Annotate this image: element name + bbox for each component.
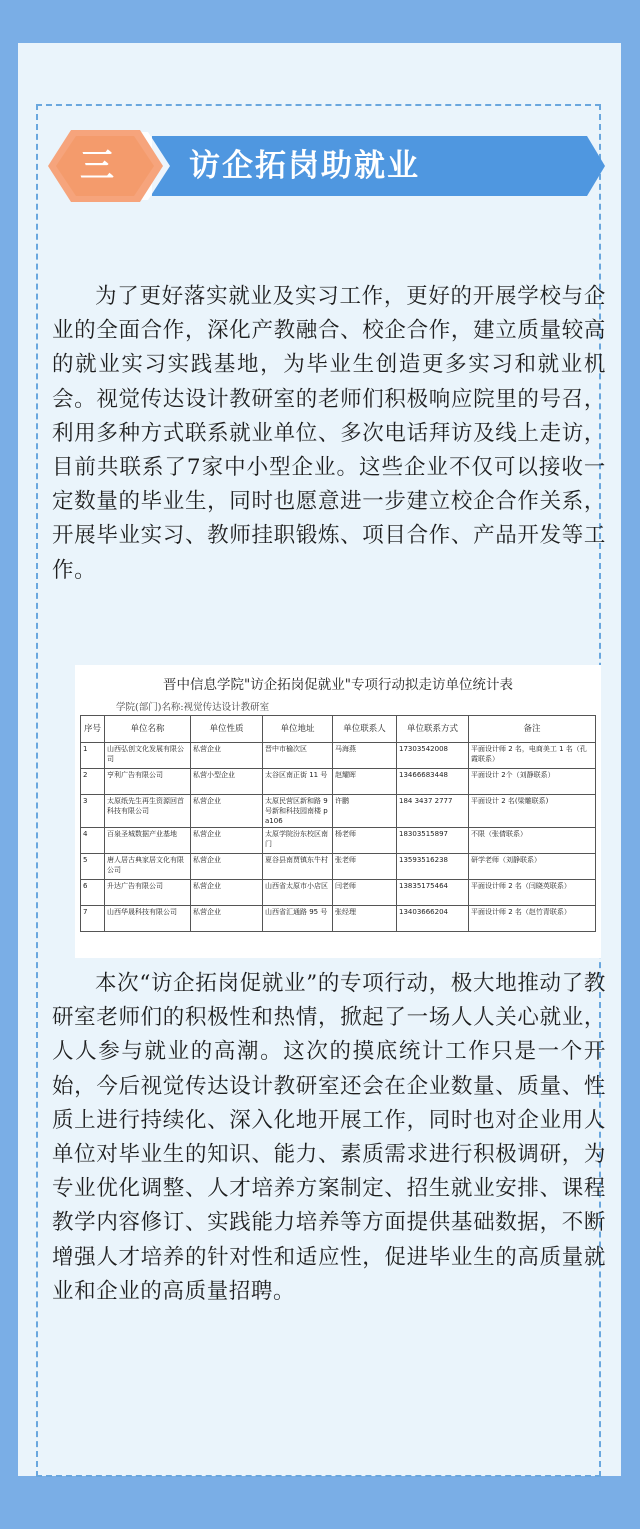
cell: 平面设计师 2 名（闫晓英联系） [469, 880, 596, 906]
section-banner [34, 126, 606, 206]
table-title: 晋中信息学院"访企拓岗促就业"专项行动拟走访单位统计表 [163, 677, 513, 693]
cell: 6 [81, 880, 105, 906]
header-cell: 单位性质 [191, 716, 263, 743]
table-row [81, 880, 596, 906]
section-number: 三 [80, 146, 114, 186]
cell: 13835175464 [397, 880, 469, 906]
cell: 平面设计 2 名(梁雕联系) [469, 795, 596, 828]
cell: 太原学院汾东校区南门 [263, 828, 333, 854]
cell: 17303542008 [397, 743, 469, 769]
cell: 许鹏 [333, 795, 397, 828]
cell: 184 3437 2777 [397, 795, 469, 828]
closing-paragraph: 本次“访企拓岗促就业”的专项行动，极大地推动了教研室老师们的积极性和热情，掀起了一场人人关心就业，人人参与就业的高潮。这次的摸底统计工作只是一个开始，今后视觉传达设计教研室还会在企业数量、质量、性质上进行持续化、深入化地开展工作，同时也对企业用人单位对毕业生的知识、能力、素质需求进行积极调研，为专业优化调整、人才培养方案制定、招生就业安排、课程教学内容修订、实践能力培养等方面提供基础数据，不断增强人才培养的针对性和适应性，促进毕业生的高质量就业和企业的高质量招聘。 [52, 971, 606, 1304]
cell: 山西弘创文化发展有限公司 [105, 743, 191, 769]
cell: 私营小型企业 [191, 769, 263, 795]
cell: 私营企业 [191, 743, 263, 769]
table-row [81, 906, 596, 932]
cell: 研学老师（刘静联系） [469, 854, 596, 880]
cell: 夏谷县南贾镇东牛村 [263, 854, 333, 880]
cell: 13403666204 [397, 906, 469, 932]
cell: 太原民营区新和路 9 号新和科技园南楼 pa106 [263, 795, 333, 828]
header-cell: 单位联系人 [333, 716, 397, 743]
cell: 升达广告有限公司 [105, 880, 191, 906]
cell: 平面设计师 2 名，电商美工 1 名（孔霞联系） [469, 743, 596, 769]
cell: 山西华晟科技有限公司 [105, 906, 191, 932]
header-cell: 备注 [469, 716, 596, 743]
cell: 平面设计 2个（刘静联系） [469, 769, 596, 795]
cell: 4 [81, 828, 105, 854]
cell: 亨利广告有限公司 [105, 769, 191, 795]
cell: 唐人居古典家居文化有限公司 [105, 854, 191, 880]
cell: 3 [81, 795, 105, 828]
cell: 山西省汇通路 95 号 [263, 906, 333, 932]
table-header-row [81, 716, 596, 743]
cell: 18303515897 [397, 828, 469, 854]
visit-units-table [80, 715, 596, 932]
cell: 7 [81, 906, 105, 932]
table-row [81, 854, 596, 880]
header-cell: 单位地址 [263, 716, 333, 743]
cell: 山西省太原市小店区 [263, 880, 333, 906]
cell: 私营企业 [191, 880, 263, 906]
cell: 太原纸先生再生资源回首科技有限公司 [105, 795, 191, 828]
cell: 不限（张倩联系） [469, 828, 596, 854]
cell: 太谷区南正街 11 号 [263, 769, 333, 795]
table-subtitle: 学院(部门)名称:视觉传达设计教研室 [116, 702, 270, 713]
table-row [81, 828, 596, 854]
cell: 张经理 [333, 906, 397, 932]
statistics-table-figure [75, 665, 601, 958]
section-title: 访企拓岗助就业 [189, 148, 420, 184]
header-cell: 序号 [81, 716, 105, 743]
intro-paragraph: 为了更好落实就业及实习工作，更好的开展学校与企业的全面合作，深化产教融合、校企合作，建立质量较高的就业实习实践基地，为毕业生创造更多实习和就业机会。视觉传达设计教研室的老师们积极响应院里的号召，利用多种方式联系就业单位、多次电话拜访及线上走访，目前共联系了7家中小型企业。这些企业不仅可以接收一定数量的毕业生，同时也愿意进一步建立校企合作关系，开展毕业实习、教师挂职锻炼、项目合作、产品开发等工作。 [52, 284, 606, 583]
cell: 马海燕 [333, 743, 397, 769]
cell: 百泉圣城数据产业基地 [105, 828, 191, 854]
cell: 赵耀晖 [333, 769, 397, 795]
cell: 张老师 [333, 854, 397, 880]
cell: 杨老师 [333, 828, 397, 854]
cell: 平面设计师 2 名（赵竹青联系） [469, 906, 596, 932]
table-row [81, 795, 596, 828]
header-cell: 单位名称 [105, 716, 191, 743]
cell: 13466683448 [397, 769, 469, 795]
cell: 私营企业 [191, 795, 263, 828]
cell: 私营企业 [191, 854, 263, 880]
cell: 1 [81, 743, 105, 769]
cell: 私营企业 [191, 828, 263, 854]
cell: 13593516238 [397, 854, 469, 880]
table-row [81, 769, 596, 795]
header-cell: 单位联系方式 [397, 716, 469, 743]
cell: 5 [81, 854, 105, 880]
cell: 晋中市榆次区 [263, 743, 333, 769]
cell: 私营企业 [191, 906, 263, 932]
table-row [81, 743, 596, 769]
cell: 闫老师 [333, 880, 397, 906]
content-panel [18, 43, 621, 1476]
cell: 2 [81, 769, 105, 795]
